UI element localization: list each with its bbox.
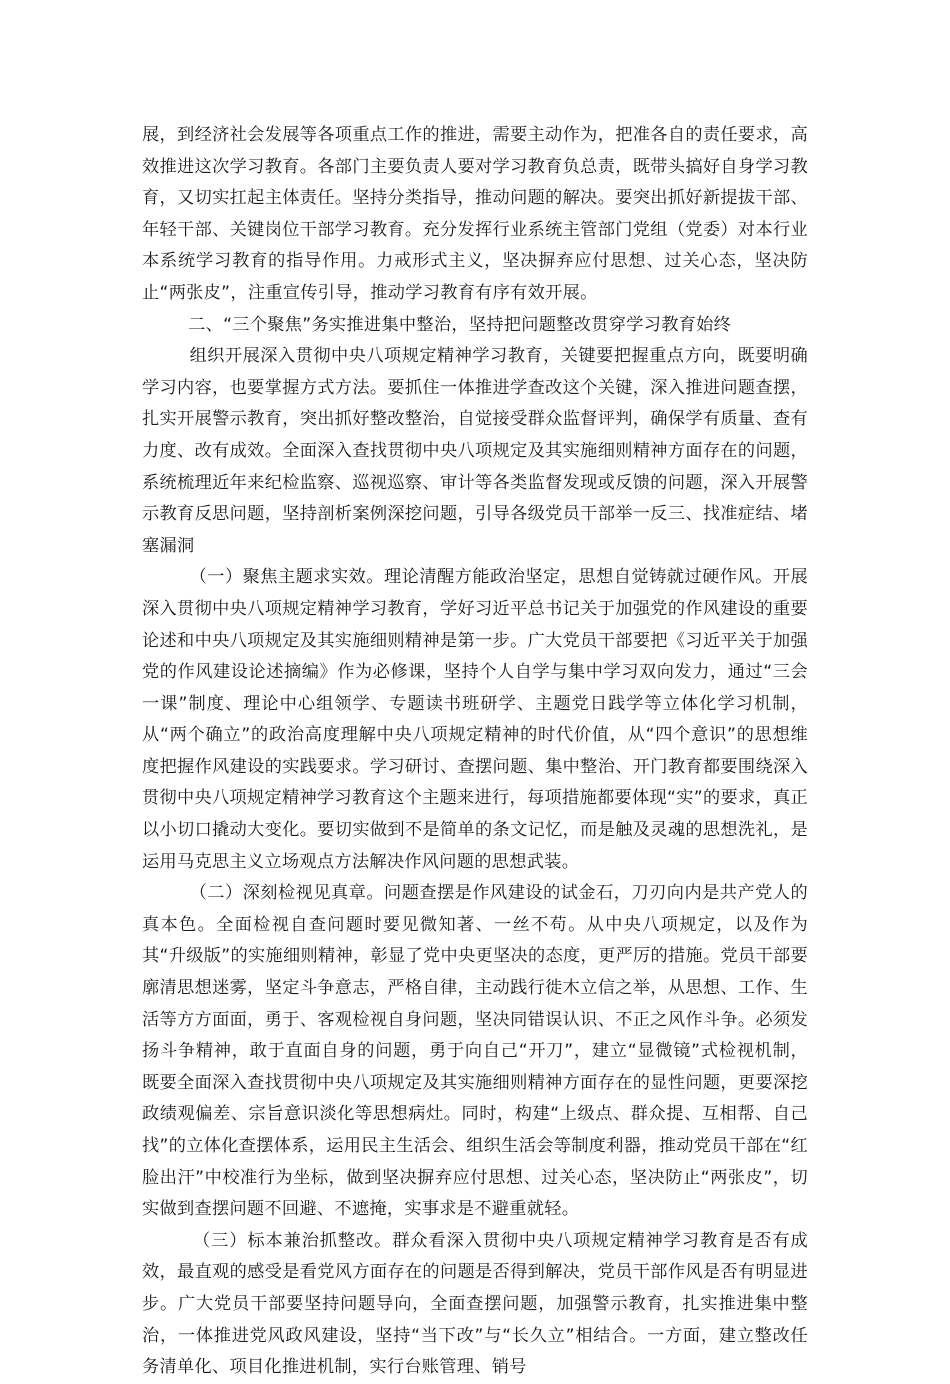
paragraph-point-two: （二）深刻检视见真章。问题查摆是作风建设的试金石，刀刃向内是共产党人的真本色。全面检视自查问题时要见微知著、一丝不苟。从中央八项规定，以及作为其“升级版”的实施细则精神，彰显了党中央更坚决的态度，更严厉的措施。党员干部要廓清思想迷雾，坚定斗争意志，严格自律，主动践行徙木立信之举，从思想、工作、生活等方方面面，勇于、客观检视自身问题，坚决同错误认识、不正之风作斗争。必须发扬斗争精神，敢于直面自身的问题，勇于向自己“开刀”，建立“显微镜”式检视机制，既要全面深入查找贯彻中央八项规定及其实施细则精神方面存在的显性问题，更要深挖政绩观偏差、宗旨意识淡化等思想病灶。同时，构建“上级点、群众提、互相帮、自己找”的立体化查摆体系，运用民主生活会、组织生活会等制度利器，推动党员干部在“红脸出汗”中校准行为坐标，做到坚决摒弃应付思想、过关心态，坚决防止“两张皮”，切实做到查摆问题不回避、不遮掩，实事求是不避重就轻。 <box>142 883 808 1220</box>
document-page <box>142 120 808 1384</box>
paragraph-point-one: （一）聚焦主题求实效。理论清醒方能政治坚定，思想自觉铸就过硬作风。开展深入贯彻中央八项规定精神学习教育，学好习近平总书记关于加强党的作风建设的重要论述和中央八项规定及其实施细则精神是第一步。广大党员干部要把《习近平关于加强党的作风建设论述摘编》作为必修课，坚持个人自学与集中学习双向发力，通过“三会一课”制度、理论中心组领学、专题读书班研学、主题党日践学等立体化学习机制，从“两个确立”的政治高度理解中央八项规定精神的时代价值，从“四个意识”的思想维度把握作风建设的实践要求。学习研讨、查摆问题、集中整治、开门教育都要围绕深入贯彻中央八项规定精神学习教育这个主题来进行，每项措施都要体现“实”的要求，真正以小切口撬动大变化。要切实做到不是简单的条文记忆，而是触及灵魂的思想洗礼，是运用马克思主义立场观点方法解决作风问题的思想武装。 <box>142 567 808 872</box>
paragraph-section-two-intro: 组织开展深入贯彻中央八项规定精神学习教育，关键要把握重点方向，既要明确学习内容，也要掌握方式方法。要抓住一体推进学查改这个关键，深入推进问题查摆，扎实开展警示教育，突出抓好整改整治，自觉接受群众监督评判，确保学有质量、查有力度、改有成效。全面深入查找贯彻中央八项规定及其实施细则精神方面存在的问题，系统梳理近年来纪检监察、巡视巡察、审计等各类监督发现或反馈的问题，深入开展警示教育反思问题，坚持剖析案例深挖问题，引导各级党员干部举一反三、找准症结、堵塞漏洞 <box>142 346 808 556</box>
paragraph-intro-continuation: 展，到经济社会发展等各项重点工作的推进，需要主动作为，把准各自的责任要求，高效推进这次学习教育。各部门主要负责人要对学习教育负总责，既带头搞好自身学习教育，又切实扛起主体责任。坚持分类指导，推动问题的解决。要突出抓好新提拔干部、年轻干部、关键岗位干部学习教育。充分发挥行业系统主管部门党组（党委）对本行业本系统学习教育的指导作用。力戒形式主义，坚决摒弃应付思想、过关心态，坚决防止“两张皮”，注重宣传引导，推动学习教育有序有效开展。 <box>142 125 808 303</box>
paragraph-point-three: （三）标本兼治抓整改。群众看深入贯彻中央八项规定精神学习教育是否有成效，最直观的感受是看党风方面存在的问题是否得到解决，党员干部作风是否有明显进步。广大党员干部要坚持问题导向，全面查摆问题，加强警示教育，扎实推进集中整治，一体推进党风政风建设，坚持“当下改”与“长久立”相结合。一方面，建立整改任务清单化、项目化推进机制，实行台账管理、销号 <box>142 1230 808 1378</box>
section-heading-two: 二、“三个聚焦”务实推进集中整治，坚持把问题整改贯穿学习教育始终 <box>142 314 732 335</box>
